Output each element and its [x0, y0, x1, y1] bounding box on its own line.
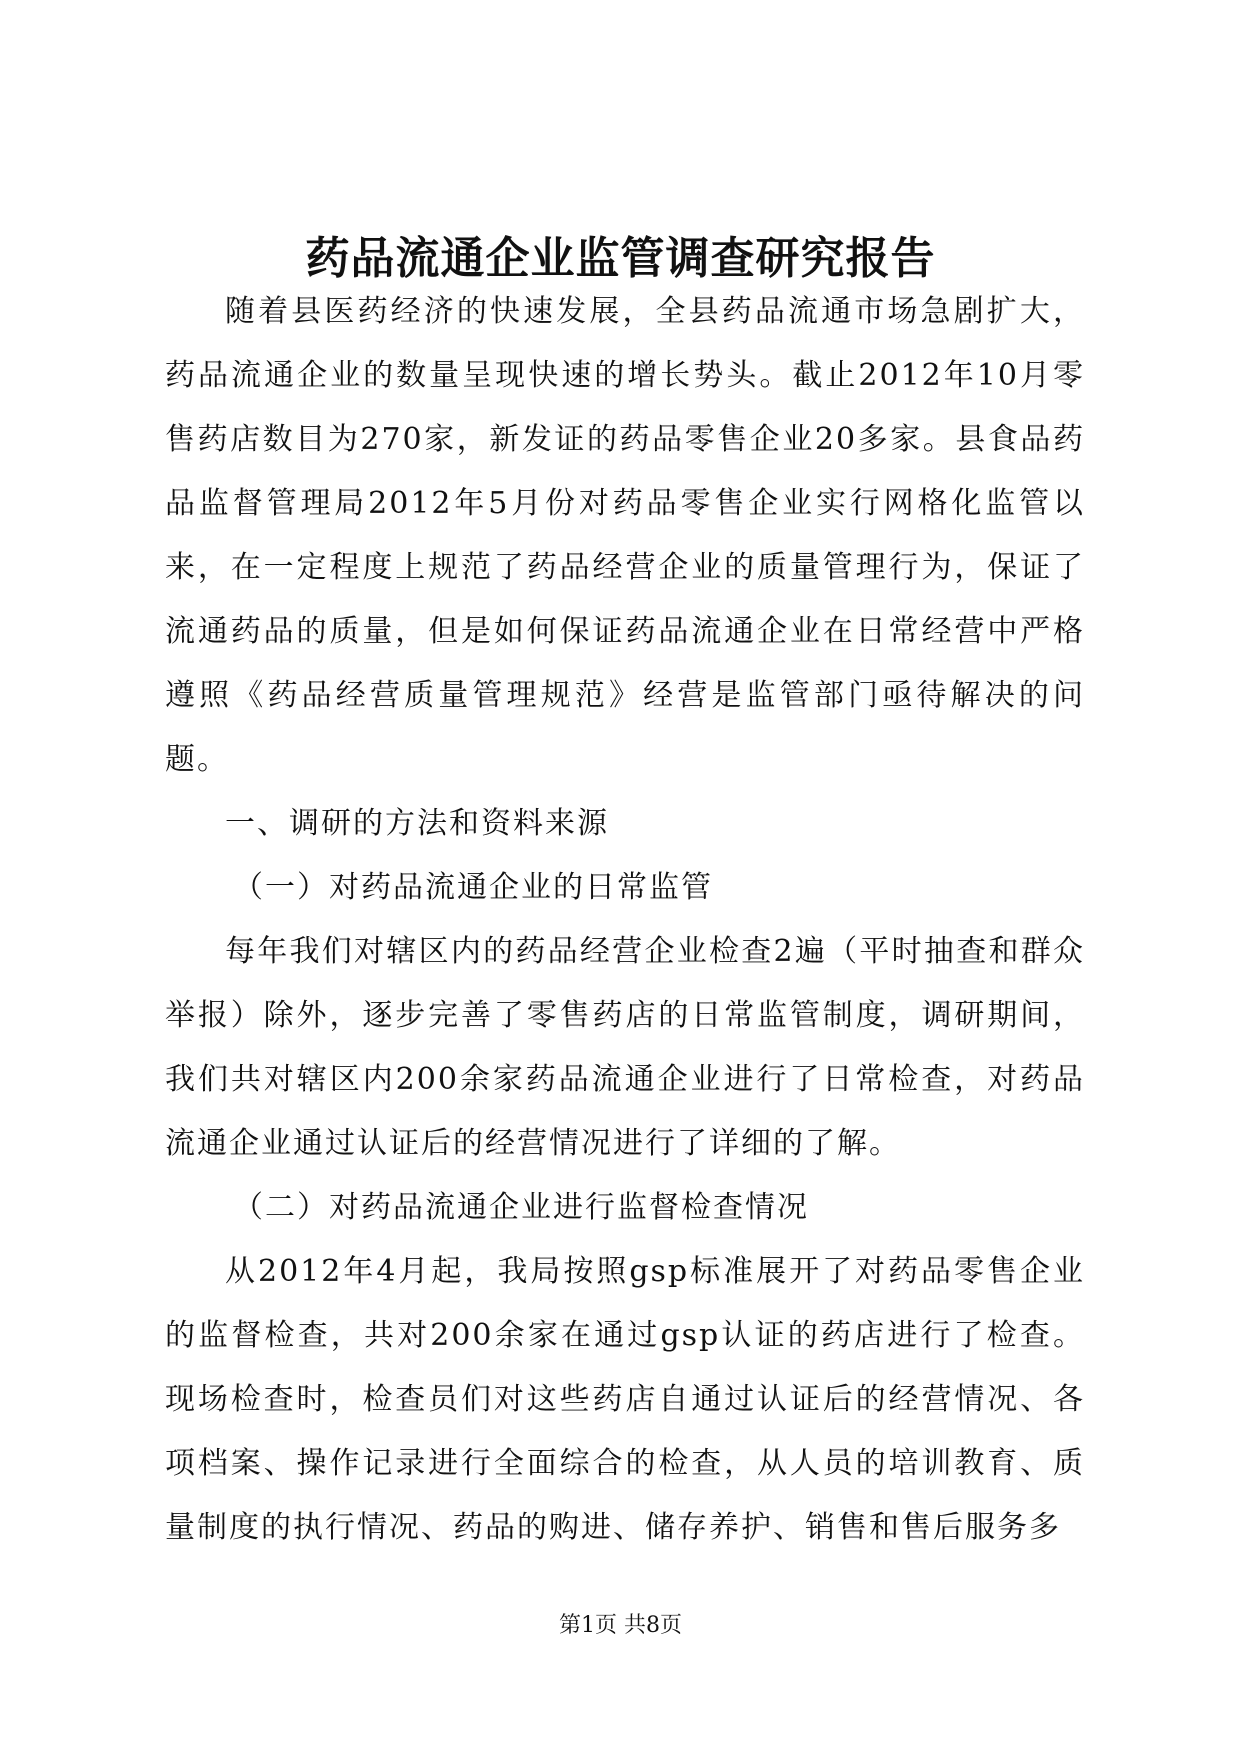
paragraph-inspection: 从2012年4月起，我局按照gsp标准展开了对药品零售企业的监督检查，共对200余家在通过gsp认证的药店进行了检查。现场检查时，检查员们对这些药店自通过认证后的经营情况、各项档案、操作记录进行全面综合的检查，从人员的培训教育、质量制度的执行情况、药品的购进、储存养护、销售和售后服务多 [165, 1254, 1085, 1545]
document-title: 药品流通企业监管调查研究报告 [305, 233, 936, 284]
paragraph-intro: 随着县医药经济的快速发展，全县药品流通市场急剧扩大，药品流通企业的数量呈现快速的增长势头。截止2012年10月零售药店数目为270家，新发证的药品零售企业20多家。县食品药品监督管理局2012年5月份对药品零售企业实行网格化监管以来，在一定程度上规范了药品经营企业的质量管理行为，保证了流通药品的质量，但是如何保证药品流通企业在日常经营中严格遵照《药品经营质量管理规范》经营是监管部门亟待解决的问题。 [165, 294, 1085, 777]
paragraph-daily-supervision: 每年我们对辖区内的药品经营企业检查2遍（平时抽查和群众举报）除外，逐步完善了零售药店的日常监管制度，调研期间，我们共对辖区内200余家药品流通企业进行了日常检查，对药品流通企业通过认证后的经营情况进行了详细的了解。 [165, 934, 1085, 1161]
subsection-heading-daily-supervision: （一）对药品流通企业的日常监管 [233, 870, 713, 905]
page-number-footer: 第1页 共8页 [559, 1613, 682, 1638]
subsection-heading-inspection: （二）对药品流通企业进行监督检查情况 [233, 1190, 809, 1225]
section-heading-methods: 一、调研的方法和资料来源 [225, 806, 609, 841]
document-body [165, 280, 1085, 1560]
